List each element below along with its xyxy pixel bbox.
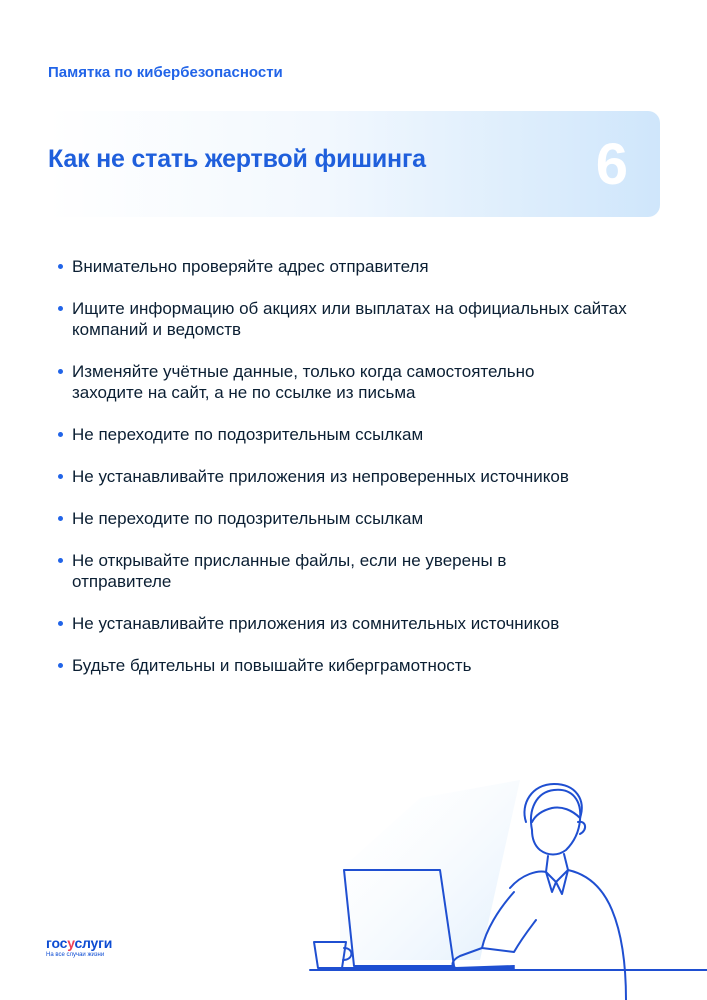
bullet-icon: [58, 474, 63, 479]
torso-outline: [510, 870, 626, 1000]
tip-item: [58, 424, 658, 445]
bullet-icon: [58, 264, 63, 269]
tip-text: Не устанавливайте приложения из сомнительных источников: [72, 614, 560, 633]
tip-item: [58, 256, 658, 277]
logo-tagline: На все случаи жизни: [46, 952, 105, 958]
bullet-icon: [58, 369, 63, 374]
page-title: Как не стать жертвой фишинга: [48, 145, 426, 173]
tip-text: Не устанавливайте приложения из непроверенных источников: [72, 467, 569, 486]
logo-wordmark: [46, 935, 112, 951]
tip-item: [58, 550, 658, 592]
bullet-icon: [58, 558, 63, 563]
tip-text: Ищите информацию об акциях или выплатах на официальных сайтах компаний и ведомств: [72, 299, 627, 339]
tip-text: Внимательно проверяйте адрес отправителя: [72, 257, 429, 276]
bullet-icon: [58, 621, 63, 626]
tip-text: Изменяйте учётные данные, только когда самостоятельно заходите на сайт, а не по ссылке из письма: [72, 362, 535, 402]
neck-outline: [546, 854, 568, 872]
tip-text: Не открывайте присланные файлы, если не уверены в отправителе: [72, 551, 507, 591]
tip-item: [58, 361, 658, 403]
head-outline: [531, 790, 580, 855]
tip-item: [58, 508, 658, 529]
tip-item: [58, 655, 658, 676]
tip-item: [58, 466, 658, 487]
title-card: [48, 111, 660, 217]
bullet-icon: [58, 516, 63, 521]
logo-word-accent: у: [67, 935, 75, 951]
logo-word-part: гос: [46, 935, 68, 951]
tip-text: Не переходите по подозрительным ссылкам: [72, 425, 424, 444]
memo-number: 6: [595, 132, 628, 197]
tip-text: Будьте бдительны и повышайте киберграмотность: [72, 656, 472, 675]
tip-item: [58, 298, 658, 340]
bullet-icon: [58, 306, 63, 311]
logo-word-part: слуги: [74, 935, 113, 951]
person-at-laptop-illustration: [300, 770, 707, 1000]
eyebrow-label: Памятка по кибербезопасности: [48, 64, 283, 81]
gosuslugi-logo[interactable]: [46, 935, 112, 958]
bullet-icon: [58, 663, 63, 668]
bullet-icon: [58, 432, 63, 437]
tips-list: [58, 256, 658, 697]
tip-item: [58, 613, 658, 634]
tip-text: Не переходите по подозрительным ссылкам: [72, 509, 424, 528]
